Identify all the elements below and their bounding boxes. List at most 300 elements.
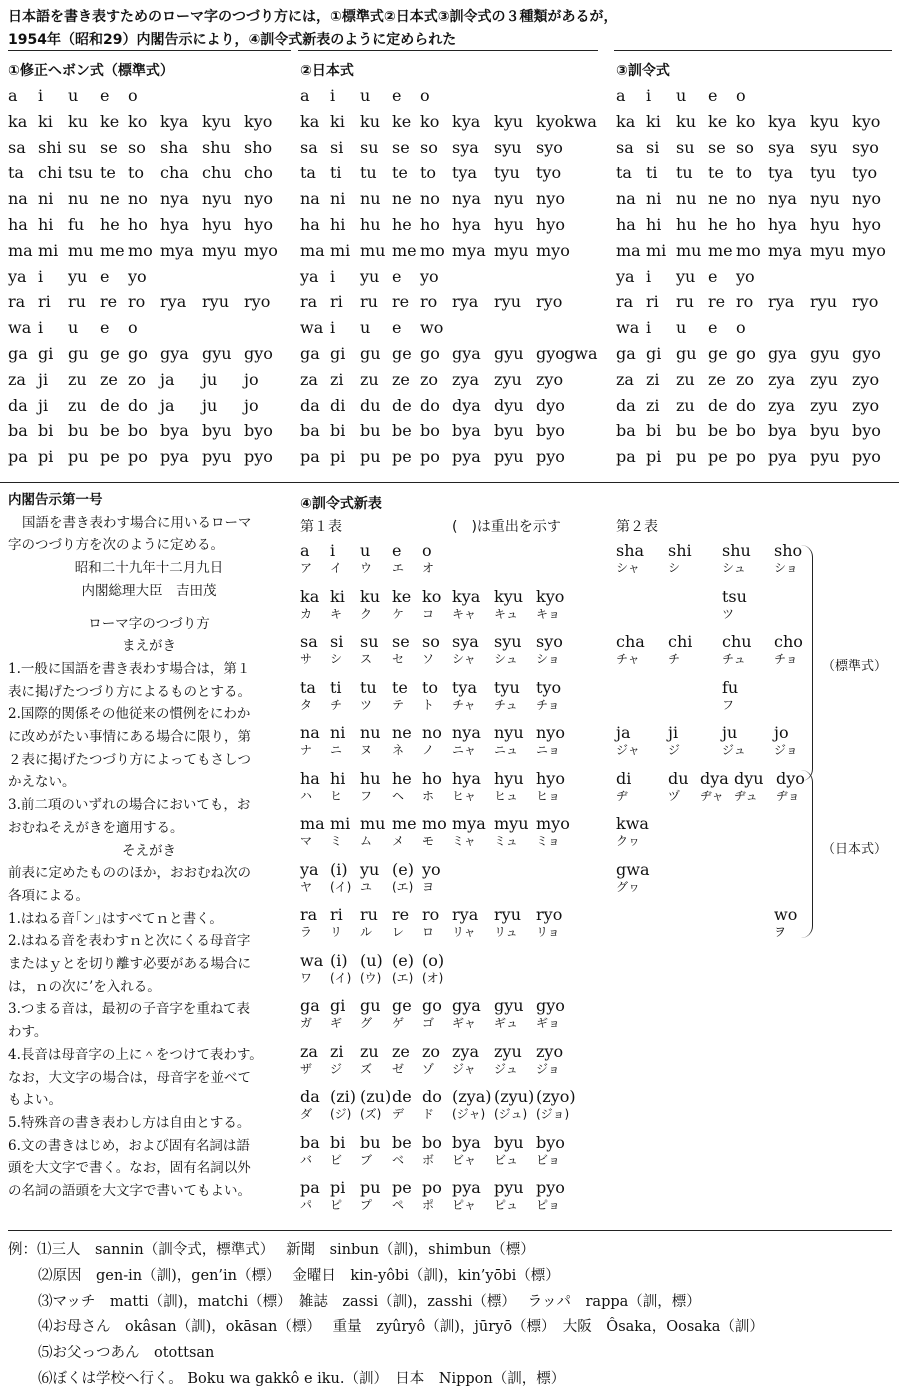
table2-romaji: tsu: [722, 586, 747, 606]
table1-romaji: yu: [360, 859, 380, 879]
kunrei-syllable: zyo: [852, 395, 880, 415]
nihon-syllable: de: [392, 395, 412, 415]
nihon-syllable: kyo: [536, 111, 565, 131]
table2-romaji: du: [668, 768, 689, 788]
table1-kana: シュ: [494, 652, 518, 666]
nihon-syllable: kya: [452, 111, 481, 131]
table1-romaji: kya: [452, 586, 481, 606]
nihon-syllable: pe: [392, 447, 412, 467]
hepburn-syllable: a: [8, 86, 18, 105]
table1-romaji: nyu: [494, 723, 524, 742]
table2-romaji: dya: [700, 768, 729, 788]
kunrei-syllable: zu: [676, 369, 695, 389]
hepburn-syllable: re: [100, 292, 118, 312]
table2-kana: ヂ: [616, 788, 629, 803]
table1-kana: コ: [422, 606, 435, 621]
hepburn-syllable: de: [100, 395, 120, 415]
table1-romaji: re: [392, 905, 410, 924]
table1-kana: (エ): [392, 970, 414, 985]
hepburn-syllable: za: [8, 369, 26, 389]
nihon-syllable: gu: [360, 344, 381, 363]
table1-kana: (ジョ): [536, 1107, 570, 1121]
hepburn-syllable: do: [128, 395, 148, 415]
table2-kana: シ: [668, 561, 681, 575]
table1-kana: ピョ: [536, 1198, 561, 1212]
notice-spacer: [8, 603, 290, 613]
table1-kana: ダ: [300, 1107, 313, 1121]
table1-kana: シャ: [452, 652, 476, 666]
nihon-syllable: go: [420, 344, 440, 363]
hepburn-syllable: e: [100, 318, 110, 338]
hepburn-syllable: sha: [160, 137, 189, 157]
nihon-syllable: o: [420, 86, 430, 105]
hepburn-syllable: zu: [68, 369, 87, 389]
table1-kana: ド: [422, 1107, 435, 1121]
hepburn-syllable: ryo: [244, 292, 271, 312]
table1-kana: キ: [330, 606, 343, 621]
table1-kana: (イ): [330, 879, 352, 894]
table1-romaji: zo: [422, 1041, 441, 1061]
nihon-syllable: za: [300, 369, 318, 389]
table1-kana: ネ: [392, 743, 405, 757]
nihon-syllable: re: [392, 292, 410, 312]
nihon-syllable: ru: [360, 292, 378, 312]
table1-kana: ヒ: [330, 788, 343, 803]
nihon-syllable: ya: [300, 266, 319, 286]
table2-kana: シュ: [722, 561, 746, 575]
hepburn-syllable: me: [100, 240, 125, 260]
kunrei-syllable: ho: [736, 215, 756, 234]
hepburn-syllable: bya: [160, 421, 189, 441]
kunrei-syllable: su: [676, 137, 695, 157]
hepburn-syllable: ri: [38, 292, 51, 312]
example-line: 例：⑴三人 sannin（訓令式，標準式） 新聞 sinbun（訓)，shimbun（標）: [8, 1242, 535, 1258]
table1-romaji: gya: [452, 996, 481, 1015]
nihon-syllable: ryu: [494, 292, 521, 312]
notice-preface-heading: まえがき: [122, 638, 176, 655]
hepburn-syllable: tsu: [68, 163, 93, 183]
nihon-syllable: du: [360, 395, 381, 415]
table1-kana: ヌ: [360, 743, 373, 757]
hepburn-syllable: gu: [68, 344, 89, 363]
kunrei-syllable: bo: [736, 421, 756, 441]
table1-romaji: (zu): [360, 1087, 392, 1106]
table1-kana: (ジ): [330, 1107, 352, 1121]
notice-line: 字のつづり方を次のように定める。: [8, 537, 224, 554]
nihon-syllable: no: [420, 189, 440, 209]
table1-romaji: kyu: [494, 586, 524, 606]
table1-romaji: pya: [452, 1178, 481, 1197]
brace-standard: [800, 545, 813, 781]
hepburn-syllable: sho: [244, 137, 273, 157]
nihon-syllable: ni: [330, 189, 346, 209]
table2-kana: ジョ: [774, 743, 798, 757]
nihon-syllable: yu: [360, 266, 380, 286]
table1-romaji: (e): [392, 950, 414, 970]
table1-kana: (エ): [392, 879, 414, 894]
hepburn-syllable: no: [128, 189, 148, 209]
table1-kana: ニ: [330, 743, 343, 757]
nihon-syllable: ge: [392, 344, 412, 363]
table1-kana: チャ: [452, 697, 476, 712]
nihon-syllable: ri: [330, 292, 343, 312]
nihon-syllable: me: [392, 240, 417, 260]
nihon-syllable: nya: [452, 189, 481, 209]
table1-kana: ベ: [392, 1152, 405, 1167]
nihon-syllable: rya: [452, 292, 479, 312]
hepburn-syllable: kyu: [202, 111, 232, 131]
section-divider: [0, 482, 899, 483]
nihon-syllable: ma: [300, 240, 325, 260]
kunrei-syllable: syo: [852, 137, 879, 157]
table2-kana: ヂョ: [776, 788, 800, 803]
nihon-syllable: kyu: [494, 111, 524, 131]
hepburn-syllable: ne: [100, 189, 120, 209]
notice-subtitle: ローマ字のつづり方: [88, 615, 210, 632]
nihon-syllable: i: [330, 266, 336, 286]
table1-kana: ワ: [300, 970, 313, 985]
table1-romaji: pe: [392, 1178, 412, 1197]
table1-romaji: o: [422, 541, 432, 560]
table1-romaji: wa: [300, 950, 324, 970]
hepburn-syllable: ba: [8, 421, 28, 441]
hepburn-syllable: go: [128, 344, 148, 363]
kunrei-syllable: pyo: [852, 447, 881, 467]
kunrei-syllable: ko: [736, 111, 756, 131]
hepburn-syllable: e: [100, 86, 110, 105]
kunrei-syllable: yo: [736, 266, 755, 286]
table1-kana: ム: [360, 834, 373, 848]
hepburn-syllable: na: [8, 189, 28, 209]
hepburn-syllable: pyo: [244, 447, 273, 467]
kunrei-syllable: pe: [708, 447, 728, 467]
hepburn-syllable: mo: [128, 240, 153, 260]
table1-romaji: sa: [300, 632, 318, 651]
hepburn-syllable: i: [38, 318, 44, 338]
kunrei-syllable: ro: [736, 292, 754, 312]
hepburn-syllable: pa: [8, 447, 28, 467]
example-line: ⑶マッチ matti（訓)，matchi（標） 雑誌 zassi（訓)，zasshi（標） ラッパ rappa（訓，標）: [38, 1293, 701, 1310]
hepburn-syllable: hi: [38, 215, 54, 234]
intro-line-1: 日本語を書き表すためのローマ字のつづり方には，①標準式②日本式③訓令式の３種類があるが，: [8, 9, 618, 25]
table1-romaji: si: [330, 632, 344, 651]
table1-kana: ミャ: [452, 834, 476, 848]
hepburn-syllable: zu: [68, 395, 87, 415]
table1-romaji: ryu: [494, 905, 521, 924]
table1-kana: ピャ: [452, 1198, 477, 1212]
table1-kana: デ: [392, 1107, 405, 1121]
table1-kana: ジ: [330, 1061, 343, 1076]
nihon-syllable: nyu: [494, 189, 524, 209]
hepburn-syllable: u: [68, 86, 79, 105]
table1-kana: ビ: [330, 1152, 343, 1167]
table1-kana: ヤ: [300, 879, 313, 894]
table2-kana: シャ: [616, 561, 640, 575]
table1-kana: リ: [330, 925, 343, 939]
kunrei-syllable: rya: [768, 292, 795, 312]
table1-romaji: zu: [360, 1041, 379, 1061]
kunrei-syllable: ma: [616, 240, 641, 260]
kunrei-syllable: no: [736, 189, 756, 209]
nihon-syllable: mya: [452, 240, 486, 260]
nihon-syllable: su: [360, 137, 379, 157]
kunrei-syllable: pa: [616, 447, 636, 467]
table2-romaji: di: [616, 768, 632, 788]
table1-romaji: ke: [392, 586, 412, 606]
table1-romaji: nya: [452, 723, 481, 742]
hepburn-syllable: myo: [244, 240, 278, 260]
nihon-syllable: wo: [420, 318, 444, 338]
kunrei-syllable: i: [646, 318, 652, 338]
table2-romaji: fu: [722, 677, 739, 697]
nihon-syllable: byo: [536, 421, 565, 441]
table1-romaji: be: [392, 1132, 412, 1152]
nihon-syllable: yo: [420, 266, 439, 286]
kunrei-syllable: po: [736, 447, 756, 467]
hepburn-syllable: po: [128, 447, 148, 467]
kunrei-syllable: tyu: [810, 163, 836, 183]
hepburn-syllable: myu: [202, 240, 237, 260]
table1-kana: キュ: [494, 606, 519, 621]
table1-kana: ラ: [300, 925, 313, 939]
hepburn-table: [8, 86, 293, 476]
notice-line: 2.はねる音を表わすｎと次にくる母音字: [8, 933, 251, 950]
kunrei-syllable: na: [616, 189, 636, 209]
kunrei-syllable: bya: [768, 421, 797, 441]
table2-kana: ジュ: [722, 743, 746, 757]
notice-line: おむねそえがきを適用する。: [8, 819, 184, 836]
hepburn-syllable: i: [38, 266, 44, 286]
table1-romaji: ro: [422, 905, 440, 924]
table1-romaji: syu: [494, 632, 522, 651]
table1-kana: ツ: [360, 697, 373, 712]
nihon-syllable: si: [330, 137, 344, 157]
table2-kana: フ: [722, 697, 735, 712]
table1-romaji: u: [360, 541, 371, 560]
hepburn-syllable: hyo: [244, 215, 273, 234]
table1-kana: ミュ: [494, 834, 518, 848]
table1-kana: ビュ: [494, 1152, 519, 1167]
hepburn-syllable: ke: [100, 111, 120, 131]
notice-line: 4.長音は母音字の上に＾をつけて表わす。: [8, 1046, 263, 1063]
table1-kana: ホ: [422, 788, 435, 803]
table1-romaji: so: [422, 632, 440, 651]
hepburn-syllable: ho: [128, 215, 148, 234]
nihon-syllable: zyu: [494, 369, 522, 389]
kunrei-syllable: da: [616, 395, 636, 415]
table1-kana: (イ): [330, 970, 352, 985]
table1-romaji: i: [330, 541, 336, 560]
table1-romaji: ba: [300, 1132, 320, 1152]
hepburn-syllable: nya: [160, 189, 189, 209]
nihon-syllable: gyo: [536, 344, 565, 363]
hepburn-syllable: gya: [160, 344, 189, 363]
hepburn-syllable: kyo: [244, 111, 273, 131]
kunrei-syllable: wa: [616, 318, 640, 338]
hepburn-syllable: bu: [68, 421, 89, 441]
nihon-syllable: bu: [360, 421, 381, 441]
table1-kana: レ: [392, 925, 405, 939]
hepburn-syllable: byu: [202, 421, 232, 441]
kunrei-table: [616, 86, 894, 476]
kunrei-syllable: zo: [736, 369, 755, 389]
table2-romaji: shi: [668, 541, 692, 560]
table1-romaji: ti: [330, 677, 342, 697]
table1-romaji: sya: [452, 632, 479, 651]
kunrei-syllable: nu: [676, 189, 697, 209]
kunrei-syllable: ne: [708, 189, 728, 209]
kunrei-syllable: me: [708, 240, 733, 260]
table1-romaji: go: [422, 996, 442, 1015]
table1-kana: ゲ: [392, 1016, 405, 1030]
table2-romaji: sho: [774, 541, 803, 560]
table1-romaji: gu: [360, 996, 381, 1015]
table2-kana: ヅ: [668, 788, 681, 803]
table1-romaji: (e): [392, 859, 414, 879]
new-table-title: ④訓令式新表: [300, 496, 382, 512]
nihon-syllable: u: [360, 318, 371, 338]
table1-kana: ハ: [300, 788, 313, 803]
hepburn-syllable: kya: [160, 111, 189, 131]
table1-romaji: pa: [300, 1178, 320, 1197]
notice-line: 1.一般に国語を書き表わす場合は，第１: [8, 660, 251, 677]
notice-line: 表に掲げたつづり方によるものとする。: [8, 683, 251, 700]
table1-kana: ギョ: [536, 1016, 561, 1030]
table1-romaji: tu: [360, 677, 377, 697]
table1-kana: セ: [392, 652, 405, 666]
notice-line: かえない。: [8, 774, 76, 791]
nihon-syllable: sa: [300, 137, 318, 157]
table1-kana: ピ: [330, 1198, 343, 1212]
hepburn-syllable: ju: [202, 369, 218, 389]
kunrei-syllable: zu: [676, 395, 695, 415]
hepburn-syllable: sa: [8, 137, 26, 157]
nihon-syllable: syo: [536, 137, 563, 157]
kunrei-syllable: ha: [616, 215, 636, 234]
table1-kana: ヒュ: [494, 788, 519, 803]
table1-romaji: yo: [422, 859, 441, 879]
table1-kana: ヒョ: [536, 788, 561, 803]
kunrei-syllable: ga: [616, 344, 636, 363]
table1-kana: グ: [360, 1016, 373, 1030]
kunrei-syllable: ni: [646, 189, 662, 209]
kunrei-syllable: ke: [708, 111, 728, 131]
table1-kana: ヨ: [422, 879, 435, 894]
kunrei-syllable: gyo: [852, 344, 881, 363]
table1-kana: ズ: [360, 1061, 373, 1076]
nihon-syllable: dya: [452, 395, 481, 415]
nihon-syllable: i: [330, 86, 336, 105]
table2-kana: チュ: [722, 652, 746, 666]
brace-label-standard: （標準式）: [822, 659, 888, 674]
hepburn-syllable: nyo: [244, 189, 273, 209]
table1-romaji: ho: [422, 768, 442, 788]
example-line: ⑹ぼくは学校へ行く。 Boku wa gakkô e iku.（訓） 日本 Nippon（訓，標）: [38, 1370, 566, 1387]
duplicate-note: ( )は重出を示す: [452, 519, 561, 535]
table1-romaji: mo: [422, 814, 447, 833]
hepburn-syllable: zo: [128, 369, 147, 389]
table1-romaji: pyo: [536, 1178, 565, 1197]
kunrei-syllable: go: [736, 344, 756, 363]
notice-line: もよい。: [8, 1092, 62, 1109]
hepburn-syllable: he: [100, 215, 120, 234]
kunrei-syllable: ryu: [810, 292, 837, 312]
notice-line: 3.つまる音は，最初の子音字を重ねて表: [8, 1001, 251, 1018]
hepburn-syllable: ku: [68, 111, 88, 131]
hepburn-syllable: gi: [38, 344, 54, 363]
table1-romaji: ta: [300, 677, 316, 697]
kunrei-syllable: sya: [768, 137, 795, 157]
table1-kana: キャ: [452, 606, 477, 621]
nihon-syllable: myo: [536, 240, 570, 260]
nihon-syllable: ba: [300, 421, 320, 441]
table1-kana: ポ: [422, 1198, 435, 1212]
nihon-syllable: hu: [360, 215, 381, 234]
table2-romaji: ju: [722, 723, 738, 742]
table2-kana: ヂャ: [700, 788, 724, 803]
table2-romaji: chu: [722, 632, 752, 651]
table1-romaji: no: [422, 723, 442, 742]
table1-kana: チョ: [536, 697, 560, 712]
kunrei-syllable: gu: [676, 344, 697, 363]
hepburn-syllable: ka: [8, 111, 28, 131]
table1-romaji: pyu: [494, 1178, 524, 1197]
kunrei-syllable: pyu: [810, 447, 840, 467]
table1-kana: キョ: [536, 606, 561, 621]
table1-kana: ミ: [330, 834, 343, 848]
kunrei-syllable: mi: [646, 240, 667, 260]
table1-romaji: pi: [330, 1178, 346, 1197]
divider: [614, 50, 892, 51]
hepburn-syllable: to: [128, 163, 145, 183]
table2-romaji: jo: [774, 723, 789, 742]
table1-romaji: za: [300, 1041, 318, 1061]
hepburn-syllable: ga: [8, 344, 28, 363]
table2-romaji: cho: [774, 632, 803, 651]
hepburn-syllable: hya: [160, 215, 189, 234]
hepburn-syllable: ja: [160, 369, 175, 389]
kunrei-syllable: pya: [768, 447, 797, 467]
hepburn-syllable: jo: [244, 369, 259, 389]
kunrei-syllable: re: [708, 292, 726, 312]
kunrei-syllable: ri: [646, 292, 659, 312]
table1-kana: ロ: [422, 925, 435, 939]
hepburn-title: ①修正ヘボン式（標準式）: [8, 63, 174, 79]
table1-kana: フ: [360, 788, 373, 803]
divider: [298, 50, 598, 51]
table1-romaji: nyo: [536, 723, 565, 742]
hepburn-syllable: ju: [202, 395, 218, 415]
table1-kana: ア: [300, 561, 313, 575]
table2-kana: ツ: [722, 606, 735, 621]
table1-romaji: tyu: [494, 677, 520, 697]
hepburn-syllable: ro: [128, 292, 146, 312]
notice-line: ２表に掲げたつづり方によってもさしつ: [8, 751, 251, 768]
table1-kana: リョ: [536, 925, 560, 939]
nihon-syllable: ke: [392, 111, 412, 131]
table1-kana: ヘ: [392, 788, 405, 803]
kunrei-syllable: za: [616, 369, 634, 389]
hepburn-syllable: te: [100, 163, 116, 183]
kunrei-syllable: kya: [768, 111, 797, 131]
nihon-syllable: zyo: [536, 369, 564, 389]
table1-romaji: gi: [330, 996, 346, 1015]
hepburn-syllable: bo: [128, 421, 148, 441]
kunrei-syllable: yu: [676, 266, 696, 286]
table1-kana: リャ: [452, 925, 476, 939]
table1-kana: チュ: [494, 697, 518, 712]
hepburn-syllable: ryu: [202, 292, 229, 312]
